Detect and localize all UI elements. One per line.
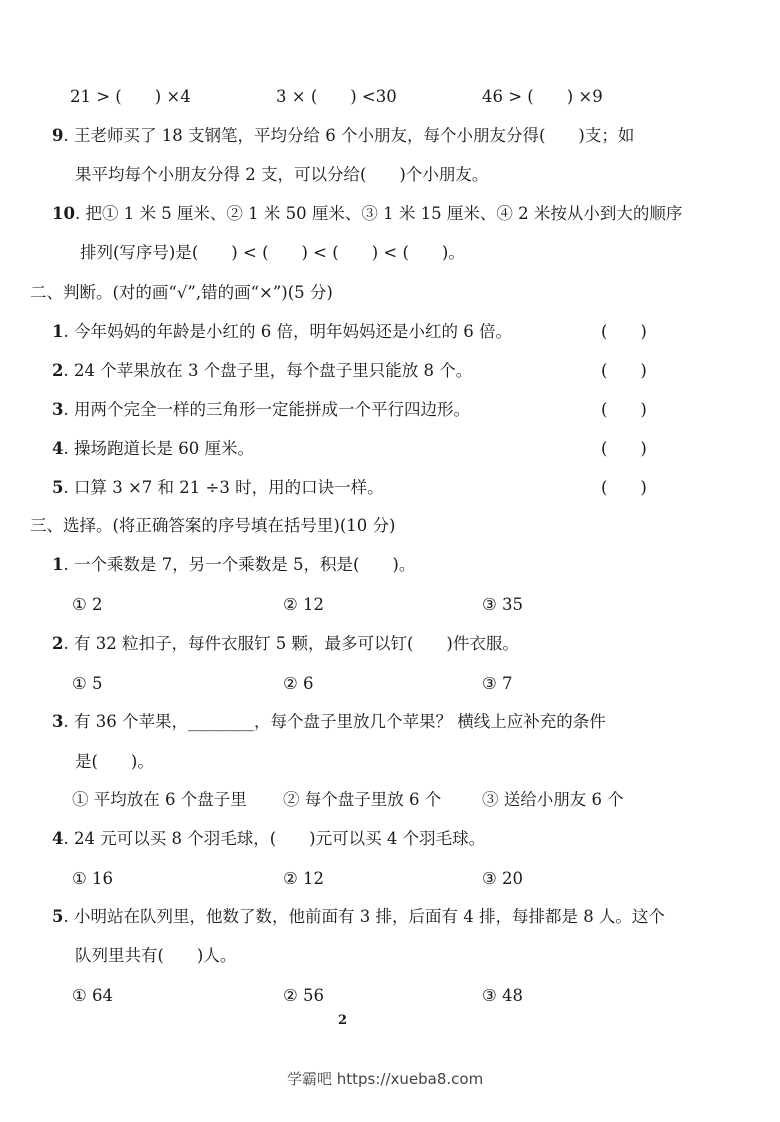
question-3-line-2: 是( )。 xyxy=(75,752,154,771)
question-text: . 一个乘数是 7，另一个乘数是 5，积是( )。 xyxy=(63,555,416,574)
question-number: 4 xyxy=(52,829,64,848)
section-title-judgement: 二、判断。(对的画“√”,错的画“×”)(5 分) xyxy=(30,283,333,302)
question-text: . 王老师买了 18 支钢笔，平均分给 6 个小朋友，每个小朋友分得( )支；如 xyxy=(63,126,635,145)
answer-parentheses[interactable]: ( ) xyxy=(601,439,647,458)
choice-question-5 xyxy=(52,909,665,926)
choice-question-3 xyxy=(52,714,606,731)
option-1[interactable]: ① 16 xyxy=(72,869,114,888)
option-2[interactable]: ② 12 xyxy=(283,869,325,888)
question-10-line-2: 排列(写序号)是( ) < ( ) < ( ) < ( )。 xyxy=(80,243,465,262)
option-2[interactable]: ② 56 xyxy=(283,986,325,1005)
item-number: 3 xyxy=(52,400,64,419)
item-text: . 用两个完全一样的三角形一定能拼成一个平行四边形。 xyxy=(63,400,470,419)
question-10 xyxy=(52,206,682,223)
answer-parentheses[interactable]: ( ) xyxy=(601,361,647,380)
expression-2: 3 × ( ) <30 xyxy=(276,87,397,106)
question-9 xyxy=(52,128,634,145)
answer-parentheses[interactable]: ( ) xyxy=(601,400,647,419)
option-3[interactable]: ③ 35 xyxy=(482,595,524,614)
choice-question-2 xyxy=(52,636,519,653)
question-number: 10 xyxy=(52,204,75,223)
item-number: 2 xyxy=(52,361,64,380)
expression-1: 21 > ( ) ×4 xyxy=(70,87,191,106)
question-text: . 小明站在队列里，他数了数，他前面有 3 排，后面有 4 排，每排都是 8 人。这个 xyxy=(63,907,665,926)
question-text: . 把① 1 米 5 厘米、② 1 米 50 厘米、③ 1 米 15 厘米、④ 2 米按从小到大的顺序 xyxy=(74,204,683,223)
option-2[interactable]: ② 每个盘子里放 6 个 xyxy=(283,790,442,809)
question-number: 5 xyxy=(52,907,64,926)
question-number: 9 xyxy=(52,126,64,145)
page-number: 2 xyxy=(338,1013,348,1028)
judgement-item-5 xyxy=(52,480,384,497)
question-9-line-2: 果平均每个小朋友分得 2 支，可以分给( )个小朋友。 xyxy=(75,165,489,184)
option-1[interactable]: ① 5 xyxy=(72,674,103,693)
question-number: 1 xyxy=(52,555,64,574)
option-1[interactable]: ① 2 xyxy=(72,595,103,614)
judgement-item-3 xyxy=(52,402,470,419)
answer-parentheses[interactable]: ( ) xyxy=(601,322,647,341)
question-5-line-2: 队列里共有( )人。 xyxy=(75,946,237,965)
option-1[interactable]: ① 64 xyxy=(72,986,114,1005)
judgement-item-4 xyxy=(52,441,254,458)
option-3[interactable]: ③ 20 xyxy=(482,869,524,888)
option-3[interactable]: ③ 7 xyxy=(482,674,513,693)
item-number: 5 xyxy=(52,478,64,497)
item-number: 4 xyxy=(52,439,64,458)
choice-question-1 xyxy=(52,557,415,574)
expression-3: 46 > ( ) ×9 xyxy=(482,87,603,106)
question-text: . 有 32 粒扣子，每件衣服钉 5 颗，最多可以钉( )件衣服。 xyxy=(63,634,519,653)
option-2[interactable]: ② 6 xyxy=(283,674,314,693)
judgement-item-2 xyxy=(52,363,472,380)
item-text: . 口算 3 ×7 和 21 ÷3 时，用的口诀一样。 xyxy=(63,478,384,497)
item-number: 1 xyxy=(52,322,64,341)
question-number: 3 xyxy=(52,712,64,731)
question-text: . 有 36 个苹果，________，每个盘子里放几个苹果？ 横线上应补充的条件 xyxy=(63,712,606,731)
option-2[interactable]: ② 12 xyxy=(283,595,325,614)
footer-watermark: 学霸吧 https://xueba8.com xyxy=(287,1070,484,1088)
item-text: . 今年妈妈的年龄是小红的 6 倍，明年妈妈还是小红的 6 倍。 xyxy=(63,322,512,341)
choice-question-4 xyxy=(52,831,485,848)
answer-parentheses[interactable]: ( ) xyxy=(601,478,647,497)
section-title-choice: 三、选择。(将正确答案的序号填在括号里)(10 分) xyxy=(30,516,396,535)
question-text: . 24 元可以买 8 个羽毛球，( )元可以买 4 个羽毛球。 xyxy=(63,829,486,848)
option-3[interactable]: ③ 48 xyxy=(482,986,524,1005)
option-1[interactable]: ① 平均放在 6 个盘子里 xyxy=(72,790,247,809)
option-3[interactable]: ③ 送给小朋友 6 个 xyxy=(482,790,624,809)
item-text: . 操场跑道长是 60 厘米。 xyxy=(63,439,254,458)
item-text: . 24 个苹果放在 3 个盘子里，每个盘子里只能放 8 个。 xyxy=(63,361,473,380)
question-number: 2 xyxy=(52,634,64,653)
judgement-item-1 xyxy=(52,324,512,341)
